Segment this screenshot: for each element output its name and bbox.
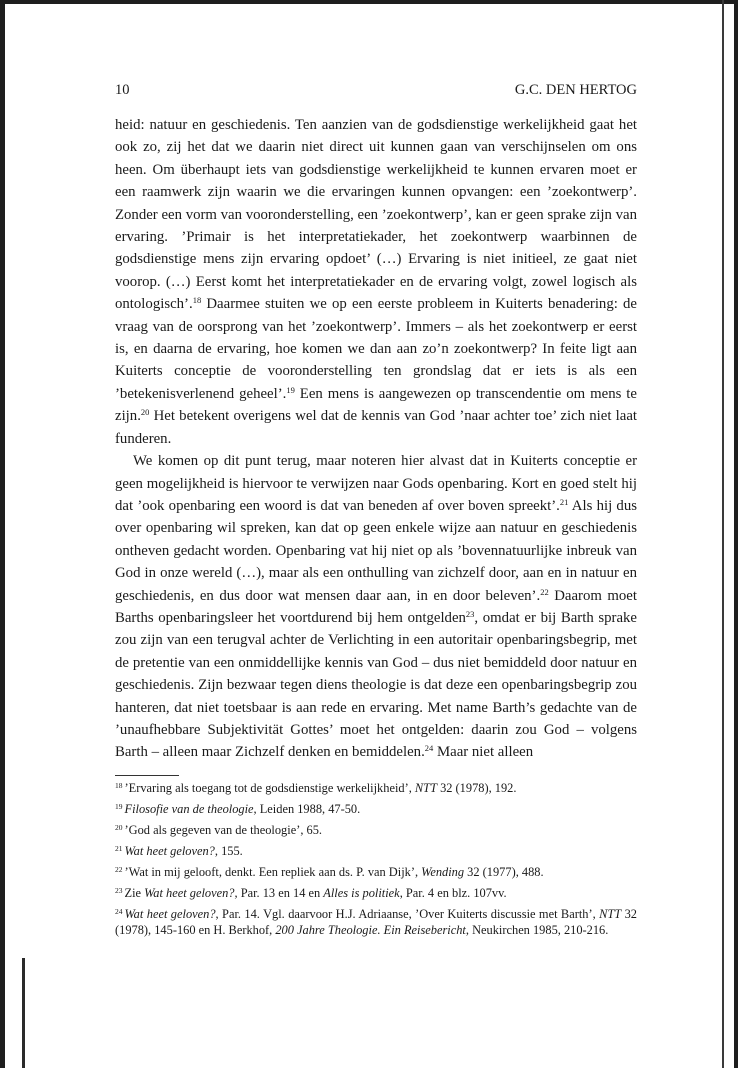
footnote-21: $^{21}$ Wat heet geloven?, 155. bbox=[115, 844, 243, 858]
scan-border-top bbox=[0, 0, 738, 4]
footnote-20: $^{20}$ ’God als gegeven van de theologie’, 65. bbox=[115, 823, 322, 837]
body-text bbox=[115, 114, 637, 764]
footnote-18: $^{18}$ ’Ervaring als toegang tot de godsdienstige werkelijkheid’, NTT 32 (1978), 192. bbox=[115, 781, 517, 795]
footnote-ref-22[interactable]: 22 bbox=[540, 586, 549, 597]
footnote-23: $^{23}$ Zie Wat heet geloven?, Par. 13 en 14 en Alles is politiek, Par. 4 en blz. 107vv. bbox=[115, 886, 507, 900]
paragraph-1: heid: natuur en geschiedenis. Ten aanzien van de godsdienstige werkelijkheid gaat het ook zo, zij het dat we daarin niet direct uit kunnen gaan van verschijnselen om ons heen. Om überhaupt iets van godsdienstige werkelijkheid te kunnen ervaren moet er een raamwerk zijn waarin we die ervaringen kunnen opvangen: een ’zoekontwerp’. Zonder een vorm van vooronderstelling, een ’zoekontwerp’, kan er geen sprake zijn van ervaring. ’Primair is het interpretatiekader, het zoekontwerp waarbinnen de godsdienstige mens zijn ervaring opdoet’ (…) Ervaring is niet initieel, ze gaat niet voorop. (…) Eerst komt het interpretatiekader en de ervaring volgt, zowel logisch als ontologisch’.$^{18}$ Daarmee stuiten we op een eerste probleem in Kuiterts benadering: de vraag van de oorsprong van het ’zoekontwerp’. Immers – als het zoekontwerp er eerst is, en daarna de ervaring, hoe komen we dan aan zo’n zoekontwerp? In feite ligt aan Kuiterts conceptie de vooronderstelling ten grondslag dat er iets is als een ’betekenisverlenend geheel’.$^{19}$ Een mens is aangewezen op transcendentie om mens te zijn.$^{20}$ Het betekent overigens wel dat de kennis van God ’naar achter toe’ zich niet laat funderen. bbox=[115, 117, 637, 447]
footnote-22: $^{22}$ ’Wat in mij gelooft, denkt. Een repliek aan ds. P. van Dijk’, Wending 32 (1977), 488. bbox=[115, 865, 544, 879]
scan-border-left bbox=[0, 0, 5, 1068]
scan-border-left-bottom bbox=[22, 958, 25, 1068]
page-number: 10 bbox=[115, 82, 130, 98]
footnote-24: $^{24}$ Wat heet geloven?, Par. 14. Vgl. daarvoor H.J. Adriaanse, ’Over Kuiterts discussie met Barth’, NTT 32 (1978), 145-160 en H. Berkhof, 200 Jahre Theologie. Ein Reisebericht, Neukirchen 1985, 210-216. bbox=[115, 907, 637, 937]
footnote-19: $^{19}$ Filosofie van de theologie, Leiden 1988, 47-50. bbox=[115, 802, 361, 816]
footnote-ref-18[interactable]: 18 bbox=[192, 295, 202, 306]
footnote-rule bbox=[115, 775, 179, 776]
footnote-ref-24[interactable]: 24 bbox=[424, 743, 434, 754]
running-head-author: G.C. DEN HERTOG bbox=[514, 82, 637, 98]
running-head bbox=[115, 80, 637, 100]
scan-border-right bbox=[734, 0, 738, 1068]
footnote-ref-20[interactable]: 20 bbox=[140, 407, 150, 418]
footnote-ref-23[interactable]: 23 bbox=[465, 608, 475, 619]
scan-border-right-inner bbox=[722, 0, 724, 1068]
paragraph-2: We komen op dit punt terug, maar noteren hier alvast dat in Kuiterts conceptie er geen mogelijkheid is hiervoor te verwijzen naar Gods openbaring. Kort en goed stelt hij dat ’ook openbaring een woord is dat van beneden af over boven spreekt’.$^{21}$ Als hij dus over openbaring wil spreken, kan dat op geen enkele wijze aan natuur en geschiedenis ontheven gedacht worden. Openbaring vat hij niet op als ’bovennatuurlijke inbreuk van God in onze wereld (…), maar als een onthulling van zichzelf door, aan en in natuur en geschiedenis, en dus door wat mensen daar aan, in en door beleven’.$^{22}$ Daarom moet Barths openbaringsleer het voortdurend bij hem ontgelden$^{23}$, omdat er bij Barth sprake zou zijn van een terugval achter de Verlichting in een autoritair openbaringsbegrip, met de pretentie van een onmiddellijke kennis van God – dus niet bemiddeld door natuur en geschiedenis. Zijn bezwaar tegen diens theologie is dat deze een openbaringsbegrip zou hanteren, dat niet toetsbaar is aan rede en ervaring. Met name Barth’s gedachte van de ’unaufhebbare Subjektivität Gottes’ moet het ontgelden: daarin zou God – volgens Barth – alleen maar Zichzelf denken en bemiddelen.$^{24}$ Maar niet alleen bbox=[115, 453, 637, 761]
footnote-ref-19[interactable]: 19 bbox=[286, 384, 295, 395]
footnote-ref-21[interactable]: 21 bbox=[559, 496, 569, 507]
footnotes bbox=[115, 780, 637, 943]
